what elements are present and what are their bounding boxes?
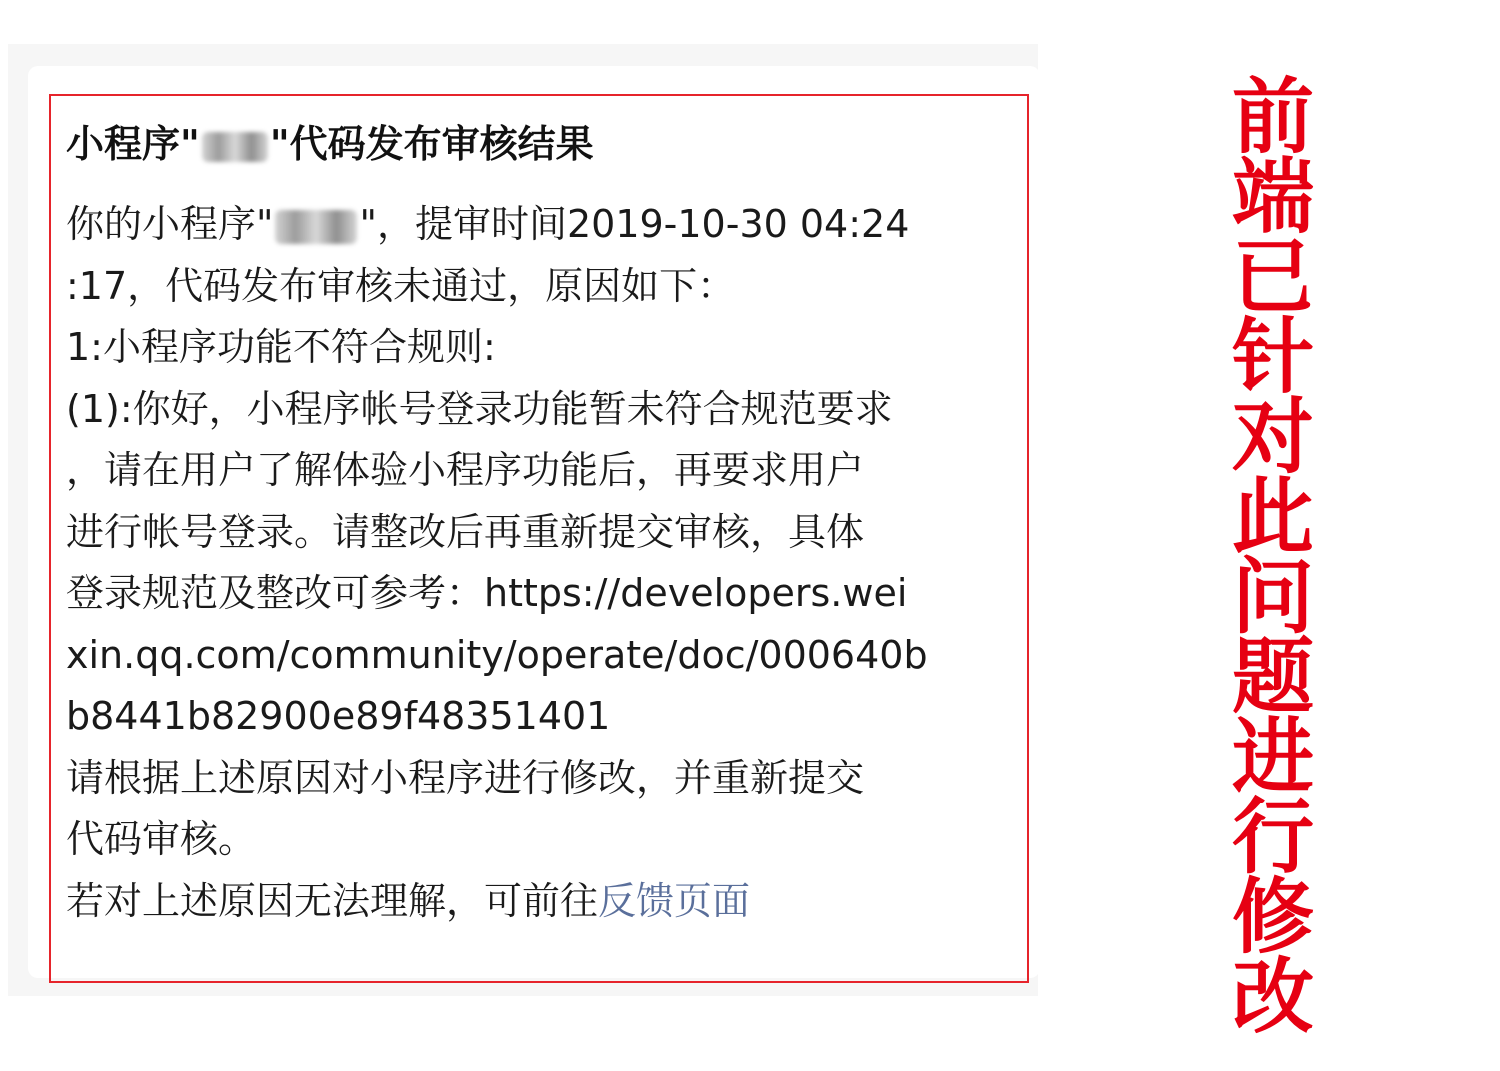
message-body (66, 194, 996, 932)
annotation-char: 端 (1231, 150, 1314, 245)
title-prefix: 小程序" (66, 122, 200, 166)
message-line: 代码审核。 (66, 817, 257, 861)
message-line: :17，代码发布审核未通过，原因如下： (66, 263, 736, 308)
message-line: 1:小程序功能不符合规则: (66, 325, 496, 369)
annotation-char: 题 (1231, 630, 1314, 725)
annotation-char: 行 (1231, 790, 1314, 885)
message-line: 请根据上述原因对小程序进行修改，并重新提交 (66, 755, 865, 800)
redacted-app-name (202, 132, 268, 162)
message-line: ，请在用户了解体验小程序功能后，再要求用户 (66, 448, 865, 492)
annotation-text (1228, 70, 1318, 1045)
redacted-app-name (275, 210, 357, 244)
annotation-char: 进 (1231, 710, 1314, 805)
message-line: b8441b82900e89f48351401 (66, 694, 611, 738)
message-title (66, 116, 1006, 172)
line-text: "，提审时间2019-10-30 04:24 (359, 202, 910, 246)
message-line: xin.qq.com/community/operate/doc/000640b (66, 632, 928, 677)
annotation-char: 此 (1231, 470, 1314, 565)
message-line: (1):你好，小程序帐号登录功能暂未符合规范要求 (66, 386, 893, 431)
annotation-char: 前 (1231, 70, 1314, 165)
annotation-char: 改 (1231, 950, 1314, 1045)
line-text: 你的小程序" (66, 202, 274, 246)
annotation-char: 针 (1231, 310, 1314, 405)
annotation-char: 对 (1231, 390, 1314, 485)
title-suffix: "代码发布审核结果 (269, 122, 594, 166)
feedback-page-link[interactable]: 反馈页面 (598, 878, 751, 923)
message-line (66, 871, 996, 933)
line-text: 若对上述原因无法理解，可前往 (66, 878, 599, 923)
message-line: 登录规范及整改可参考：https://developers.wei (66, 571, 908, 615)
annotation-char: 问 (1231, 550, 1314, 645)
message-line: 进行帐号登录。请整改后再重新提交审核，具体 (66, 509, 865, 554)
message-line (66, 194, 996, 256)
annotation-char: 修 (1231, 870, 1314, 965)
annotation-char: 已 (1231, 230, 1314, 325)
